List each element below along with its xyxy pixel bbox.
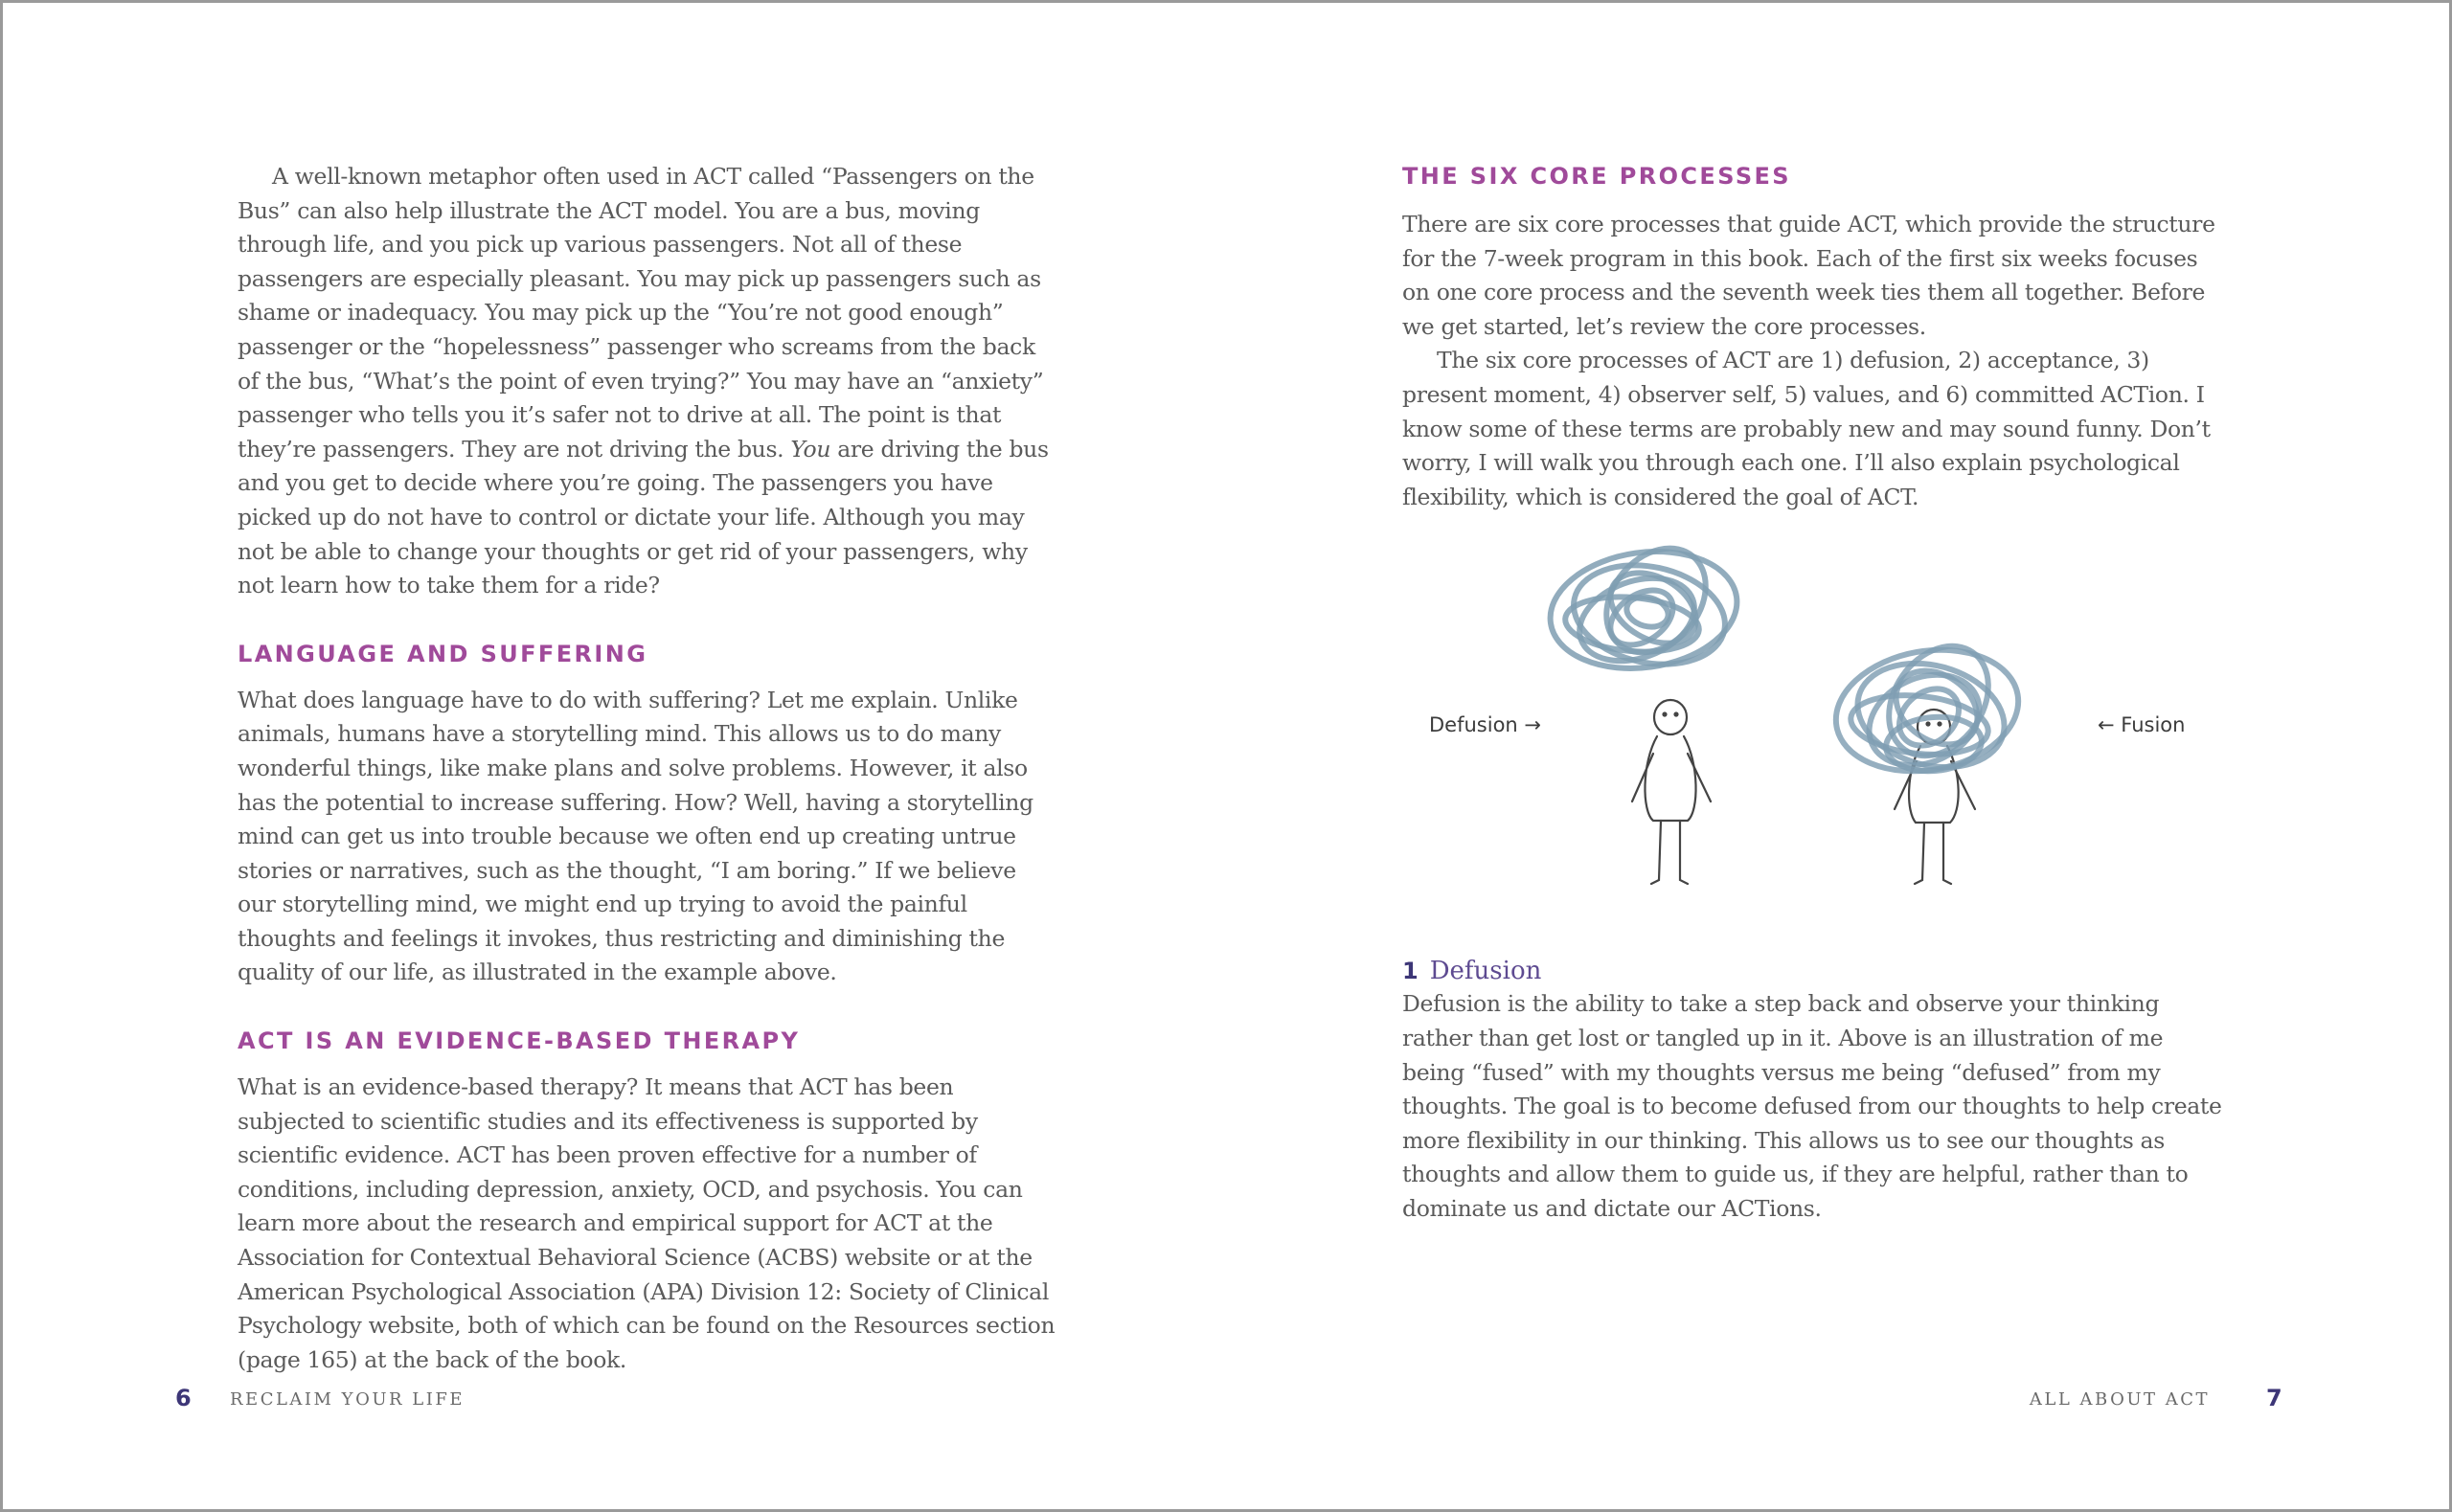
fusion-label: ← Fusion (2098, 713, 2186, 737)
heading-six-core-processes: THE SIX CORE PROCESSES (1402, 163, 1791, 190)
fused-thought-scribble (1827, 627, 2029, 785)
right-page-column (1402, 160, 2226, 1227)
intro-end-text: are driving the bus and you get to decide where you’re going. The passengers you have picked up do not have to control or dictate your life. Although you may not be able to change your thoughts or get rid of your passengers, why not learn how to take them for a ride? (238, 435, 1049, 599)
heading-evidence-based: ACT IS AN EVIDENCE-BASED THERAPY (238, 1027, 801, 1055)
right-running-footer: ALL ABOUT ACT (2029, 1389, 2210, 1410)
subheading-number: 1 (1402, 958, 1419, 985)
core-processes-paragraph: There are six core processes that guide ACT, which provide the structure for the 7-week program in this book. Each of the first six weeks focuses on one core process and the seventh week ties them all together. Before we get started, let’s review the core processes. (1402, 211, 2215, 340)
defused-person (1632, 700, 1711, 884)
evidence-paragraph: What is an evidence-based therapy? It means that ACT has been subjected to scientific studies and its effectiveness is supported by scientific evidence. ACT has been proven effective for a number of conditions, including depression, anxiety, OCD, and psychosis. You can learn more about the research and empirical support for ACT at the Association for Contextual Behavioral Science (ACBS) website or at the American Psychological Association (APA) Division 12: Society of Clinical Psychology website, both of which can be found on the Resources section (page 165) at the back of the book. (238, 1073, 1056, 1373)
language-paragraph: What does language have to do with suffering? Let me explain. Unlike animals, humans have a storytelling mind. This allows us to do many wonderful things, like make plans and solve problems. However, it also has the potential to increase suffering. How? Well, having a storytelling mind can get us into trouble because we often end up creating untrue stories or narratives, such as the thought, “I am boring.” If we believe our storytelling mind, we might end up trying to avoid the painful thoughts and feelings it invokes, thus restricting and diminishing the quality of our life, as illustrated in the example above. (238, 686, 1033, 986)
left-page-column (238, 160, 1056, 1377)
defused-thought-scribble (1543, 529, 1745, 680)
right-page-number: 7 (2266, 1385, 2282, 1411)
defusion-fusion-illustration (1402, 524, 2226, 907)
fused-person (1895, 710, 1975, 884)
left-running-footer: RECLAIM YOUR LIFE (230, 1389, 465, 1410)
defusion-paragraph: Defusion is the ability to take a step back and observe your thinking rather than get lost or tangled up in it. Above is an illustration of me being “fused” with my thoughts versus me being “defused” from my thoughts. The goal is to become defused from our thoughts to help create more flexibility in our thinking. This allows us to see our thoughts as thoughts and allow them to guide us, if they are helpful, rather than to dominate us and dictate our ACTions. (1402, 990, 2222, 1222)
passengers-paragraph (238, 160, 1056, 603)
core-processes-list-paragraph: The six core processes of ACT are 1) defusion, 2) acceptance, 3) present moment, 4) observer self, 5) values, and 6) committed ACTion. I know some of these terms are probably new and may sound funny. Don’t worry, I will walk you through each one. I’ll also explain psychological flexibility, which is considered the goal of ACT. (1402, 347, 2211, 510)
heading-language-suffering: LANGUAGE AND SUFFERING (238, 640, 648, 667)
intro-text: A well-known metaphor often used in ACT called “Passengers on the Bus” can also help illustrate the ACT model. You are a bus, moving through life, and you pick up various passengers. Not all of these passengers are especially pleasant. You may pick up passengers such as shame or inadequacy. You may pick up the “You’re not good enough” passenger or the “hopelessness” passenger who screams from the back of the bus, “What’s the point of even trying?” You may have an “anxiety” passenger who tells you it’s safer not to drive at all. The point is that they’re passengers. They are not driving the bus. (238, 163, 1044, 463)
subheading-title: Defusion (1429, 957, 1542, 986)
defusion-label: Defusion → (1429, 713, 1541, 737)
subheading-defusion (1402, 955, 2226, 987)
left-page-number: 6 (175, 1385, 192, 1411)
intro-emphasis: You (790, 435, 831, 463)
